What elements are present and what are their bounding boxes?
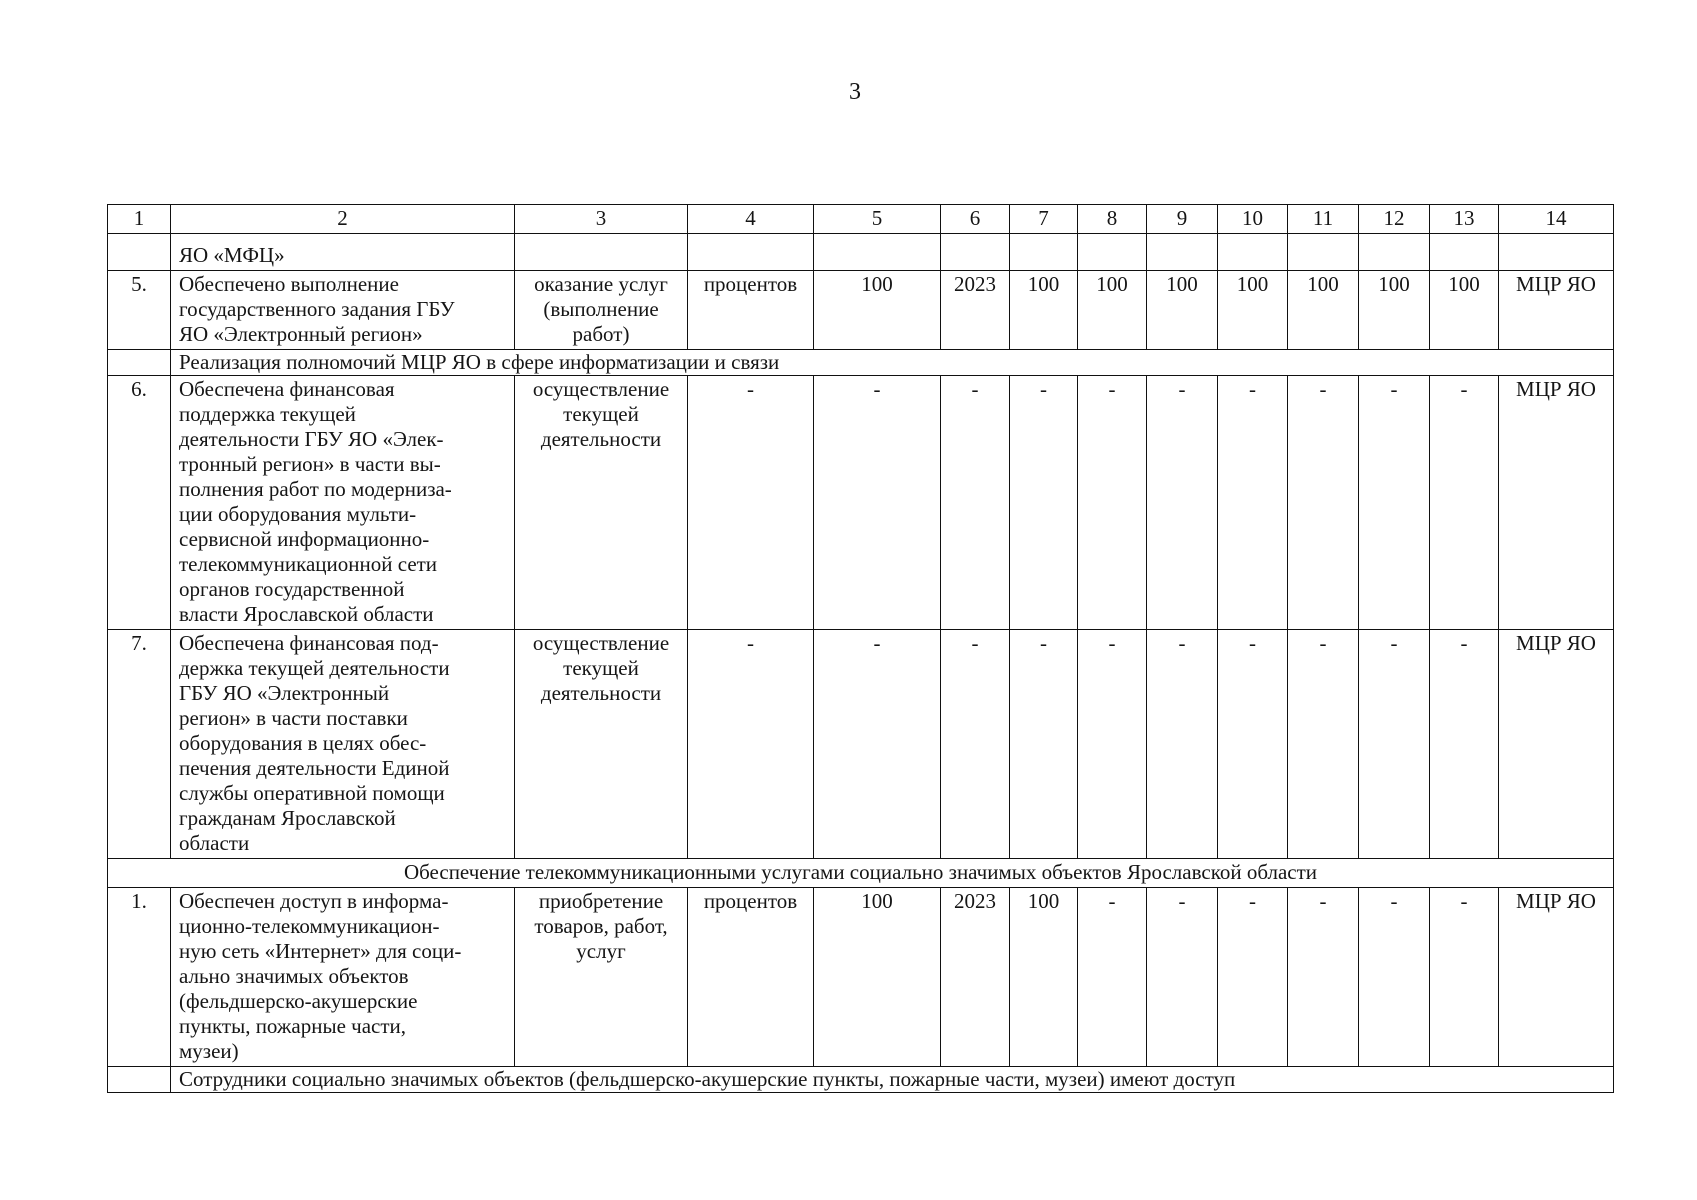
cell-responsible	[1499, 234, 1614, 271]
cell-year-value: 100	[1078, 271, 1147, 350]
cell-year-value: -	[1359, 630, 1430, 859]
cell-year-value: -	[1359, 376, 1430, 630]
cell-year-value: -	[1288, 888, 1359, 1067]
column-number-header: 11	[1288, 205, 1359, 234]
cell-number: 1.	[108, 888, 171, 1067]
cell-result-name: Обеспечено выполнение государственного задания ГБУ ЯО «Электронный регион»	[171, 271, 515, 350]
cell-year-value: -	[1147, 376, 1218, 630]
cell-year-value	[1078, 234, 1147, 271]
cell-base-value: -	[814, 376, 941, 630]
cell-year-value	[1359, 234, 1430, 271]
cell-unit: -	[688, 376, 814, 630]
column-number-header: 5	[814, 205, 941, 234]
cell-result-type: приобретение товаров, работ, услуг	[515, 888, 688, 1067]
cell-number: 7.	[108, 630, 171, 859]
cell-unit: процентов	[688, 271, 814, 350]
cell-base-value	[814, 234, 941, 271]
cell-responsible: МЦР ЯО	[1499, 888, 1614, 1067]
subsection-heading: Сотрудники социально значимых объектов (фельдшерско-акушерские пункты, пожарные части, музеи) имеют доступ	[171, 1067, 1614, 1093]
table-row	[108, 271, 1614, 350]
cell-year-value: -	[1218, 888, 1288, 1067]
table-row	[108, 630, 1614, 859]
column-number-header: 6	[941, 205, 1010, 234]
column-number-header: 12	[1359, 205, 1430, 234]
column-number-header: 13	[1430, 205, 1499, 234]
section-heading: Обеспечение телекоммуникационными услугами социально значимых объектов Ярославской области	[108, 859, 1614, 888]
cell-year-value: -	[1218, 630, 1288, 859]
cell-result-type: осуществление текущей деятельности	[515, 376, 688, 630]
cell-result-name: Обеспечена финансовая под- держка текущей деятельности ГБУ ЯО «Электронный регион» в части поставки оборудования в целях обес- печения деятельности Единой службы оперативной помощи гражданам Ярославской области	[171, 630, 515, 859]
subsection-row	[108, 1067, 1614, 1093]
cell-base-value: -	[814, 630, 941, 859]
cell-year-value: -	[1218, 376, 1288, 630]
cell-year-value: -	[1078, 630, 1147, 859]
cell-base-year: 2023	[941, 271, 1010, 350]
column-number-header: 9	[1147, 205, 1218, 234]
cell-responsible: МЦР ЯО	[1499, 376, 1614, 630]
column-number-header: 14	[1499, 205, 1614, 234]
cell-base-value: 100	[814, 271, 941, 350]
cell-base-year: -	[941, 376, 1010, 630]
column-number-header: 1	[108, 205, 171, 234]
table-body	[108, 205, 1614, 1093]
cell-year-value: -	[1359, 888, 1430, 1067]
cell-result-type: осуществление текущей деятельности	[515, 630, 688, 859]
section-heading-row	[108, 859, 1614, 888]
column-number-header: 3	[515, 205, 688, 234]
cell-base-year	[941, 234, 1010, 271]
cell-year-value: -	[1288, 630, 1359, 859]
column-number-header: 10	[1218, 205, 1288, 234]
cell-year-value: 100	[1010, 888, 1078, 1067]
cell-year-value: -	[1147, 888, 1218, 1067]
page-number: 3	[849, 79, 861, 105]
cell-year-value: 100	[1430, 271, 1499, 350]
cell-year-value: -	[1430, 376, 1499, 630]
cell-number	[108, 234, 171, 271]
table-row	[108, 234, 1614, 271]
results-table	[107, 204, 1614, 1093]
cell-unit: процентов	[688, 888, 814, 1067]
cell-number	[108, 350, 171, 376]
cell-year-value: 100	[1010, 271, 1078, 350]
cell-unit	[688, 234, 814, 271]
subsection-row	[108, 350, 1614, 376]
cell-year-value: 100	[1147, 271, 1218, 350]
cell-year-value: -	[1430, 888, 1499, 1067]
cell-result-type	[515, 234, 688, 271]
subsection-heading: Реализация полномочий МЦР ЯО в сфере информатизации и связи	[171, 350, 1614, 376]
column-number-header: 2	[171, 205, 515, 234]
cell-result-type: оказание услуг (выполнение работ)	[515, 271, 688, 350]
cell-year-value	[1288, 234, 1359, 271]
cell-year-value: 100	[1288, 271, 1359, 350]
cell-year-value	[1218, 234, 1288, 271]
column-number-header: 4	[688, 205, 814, 234]
cell-year-value: -	[1078, 888, 1147, 1067]
table-row	[108, 376, 1614, 630]
cell-responsible: МЦР ЯО	[1499, 630, 1614, 859]
cell-year-value: 100	[1218, 271, 1288, 350]
cell-year-value: -	[1010, 630, 1078, 859]
column-number-header: 7	[1010, 205, 1078, 234]
cell-result-name: Обеспечена финансовая поддержка текущей деятельности ГБУ ЯО «Элек- тронный регион» в части вы- полнения работ по модерниза- ции оборудования мульти- сервисной информационно- телекоммуникационной сети органов государственной власти Ярославской области	[171, 376, 515, 630]
cell-base-year: -	[941, 630, 1010, 859]
cell-year-value	[1430, 234, 1499, 271]
column-number-header: 8	[1078, 205, 1147, 234]
cell-base-year: 2023	[941, 888, 1010, 1067]
cell-year-value: -	[1147, 630, 1218, 859]
cell-number: 5.	[108, 271, 171, 350]
cell-year-value: -	[1078, 376, 1147, 630]
cell-year-value: -	[1010, 376, 1078, 630]
cell-unit: -	[688, 630, 814, 859]
cell-result-name: Обеспечен доступ в информа- ционно-телекоммуникацион- ную сеть «Интернет» для соци- ально значимых объектов (фельдшерско-акушерские пункты, пожарные части, музеи)	[171, 888, 515, 1067]
cell-result-name: ЯО «МФЦ»	[171, 234, 515, 271]
table-row	[108, 888, 1614, 1067]
cell-responsible: МЦР ЯО	[1499, 271, 1614, 350]
cell-year-value	[1010, 234, 1078, 271]
table-header-row	[108, 205, 1614, 234]
cell-number	[108, 1067, 171, 1093]
cell-year-value	[1147, 234, 1218, 271]
cell-base-value: 100	[814, 888, 941, 1067]
cell-year-value: -	[1430, 630, 1499, 859]
cell-year-value: -	[1288, 376, 1359, 630]
cell-number: 6.	[108, 376, 171, 630]
cell-year-value: 100	[1359, 271, 1430, 350]
